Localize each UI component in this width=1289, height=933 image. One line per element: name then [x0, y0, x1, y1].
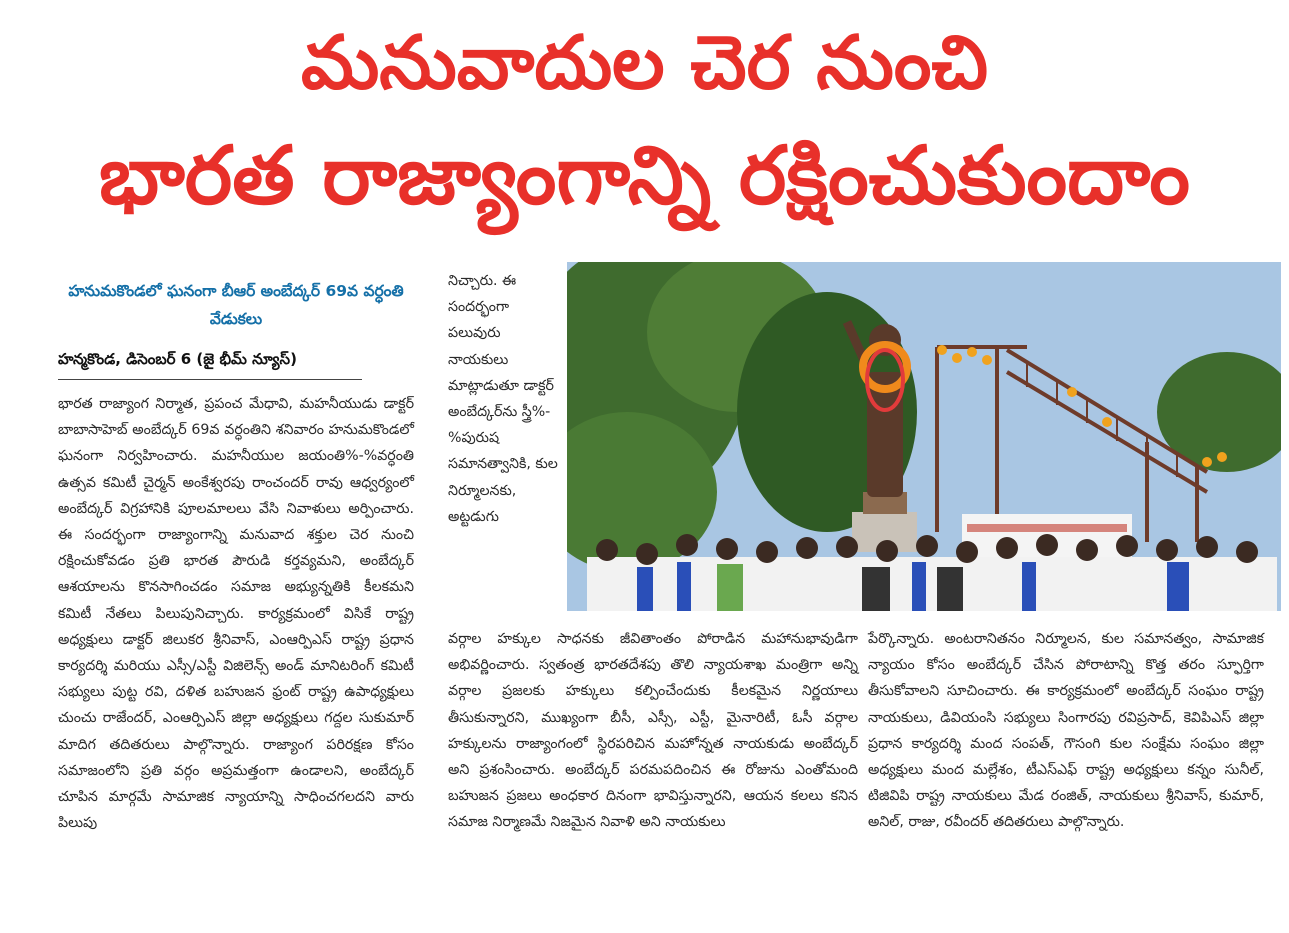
subheadline: హనుమకొండలో ఘనంగా బీఆర్ అంబేద్కర్ 69వ వర్ధంతి వేడుకలు	[68, 282, 404, 328]
article-column-2-top: నిచ్చారు. ఈ సందర్భంగా పలువురు నాయకులు మాట్లాడుతూ డాక్టర్ అంబేద్కర్‌ను స్త్రీ%-%పురుష సమానత్వానికి, కుల నిర్మూలనకు, అట్టడుగు	[448, 273, 558, 525]
headline-line-2: భారత రాజ్యాంగాన్ని రక్షించుకుందాం	[99, 129, 1190, 222]
article-column-3: పేర్కొన్నారు. అంటరానితనం నిర్మూలన, కుల సమానత్వం, సామాజిక న్యాయం కోసం అంబేద్కర్ చేసిన పోరాటాన్ని కొత్త తరం స్ఫూర్తిగా తీసుకోవాలని సూచించారు. ఈ కార్యక్రమంలో అంబేద్కర్ సంఘం రాష్ట్ర నాయకులు, డివియంసి సభ్యులు సింగారపు రవిప్రసాద్, కెవిపిఎస్ జిల్లా ప్రధాన కార్యదర్శి మంద సంపత్, గౌసంగి కుల సంక్షేమ సంఘం జిల్లా అధ్యక్షులు మంద మల్లేశం, టీఎస్ఎఫ్ రాష్ట్ర అధ్యక్షులు కన్నం సునీల్, టిజివిపి రాష్ట్ర నాయకులు మేడ రంజిత్, నాయకులు శ్రీనివాస్, కుమార్, అనిల్, రాజు, రవీందర్ తదితరులు పాల్గొన్నారు.	[868, 631, 1264, 831]
article-column-1: భారత రాజ్యాంగ నిర్మాత, ప్రపంచ మేధావి, మహనీయుడు డాక్టర్ బాబాసాహెబ్ అంబేద్కర్ 69వ వర్ధంతిని శనివారం హనుమకొండలో ఘనంగా నిర్వహించారు. మహనీయుల జయంతి%-%వర్ధంతి ఉత్సవ కమిటీ చైర్మన్ అంకేశ్వరపు రాంచందర్ రావు ఆధ్వర్యంలో అంబేద్కర్ విగ్రహానికి పూలమాలలు వేసి నివాళులు అర్పించారు. ఈ సందర్భంగా రాజ్యాంగాన్ని మనువాద శక్తుల చెర నుంచి రక్షించుకోవడం ప్రతి భారత పౌరుడి కర్తవ్యమని, అంబేద్కర్ ఆశయాలను కొనసాగించడం సమాజ అభ్యున్నతికి కీలకమని కమిటీ నేతలు పిలుపునిచ్చారు. కార్యక్రమంలో విసికే రాష్ట్ర అధ్యక్షులు డాక్టర్ జిలుకర శ్రీనివాస్, ఎంఆర్పిఎస్ రాష్ట్ర ప్రధాన కార్యదర్శి మరియు ఎస్సీ/ఎస్టీ విజిలెన్స్ అండ్ మానిటరింగ్ కమిటీ సభ్యులు పుట్ట రవి, దళిత బహుజన ఫ్రంట్ రాష్ట్ర ఉపాధ్యక్షులు చుంచు రాజేందర్, ఎంఆర్పిఎస్ జిల్లా అధ్యక్షులు గద్దల సుకుమార్ మాదిగ తదితరులు పాల్గొన్నారు. రాజ్యాంగ పరిరక్షణ కోసం సమాజంలోని ప్రతి వర్గం అప్రమత్తంగా ఉండాలని, అంబేద్కర్ చూపిన మార్గమే సామాజిక న్యాయాన్ని సాధించగలదని వారు పిలుపు	[58, 396, 414, 832]
news-photo	[567, 262, 1281, 611]
headline-line-1: మనువాదుల చెర నుంచి	[300, 20, 989, 106]
dateline: హన్మకొండ, డిసెంబర్ 6 (జై భీమ్ న్యూస్)	[58, 350, 297, 368]
dateline-divider	[58, 379, 362, 380]
article-column-2-bottom: వర్గాల హక్కుల సాధనకు జీవితాంతం పోరాడిన మహానుభావుడిగా అభివర్ణించారు. స్వతంత్ర భారతదేశపు తొలి న్యాయశాఖ మంత్రిగా అన్ని వర్గాల ప్రజలకు హక్కులు కల్పించేందుకు కీలకమైన నిర్ణయాలు తీసుకున్నారని, ముఖ్యంగా బీసీ, ఎస్సీ, ఎస్టీ, మైనారిటీ, ఓసీ వర్గాల హక్కులను రాజ్యాంగంలో స్థిరపరిచిన మహోన్నత నాయకుడు అంబేద్కర్ అని ప్రశంసించారు. అంబేద్కర్ పరమపదించిన ఈ రోజును ఎంతోమంది బహుజన ప్రజలు అంధకార దినంగా భావిస్తున్నారని, ఆయన కలలు కనిన సమాజ నిర్మాణమే నిజమైన నివాళి అని నాయకులు	[448, 631, 858, 831]
